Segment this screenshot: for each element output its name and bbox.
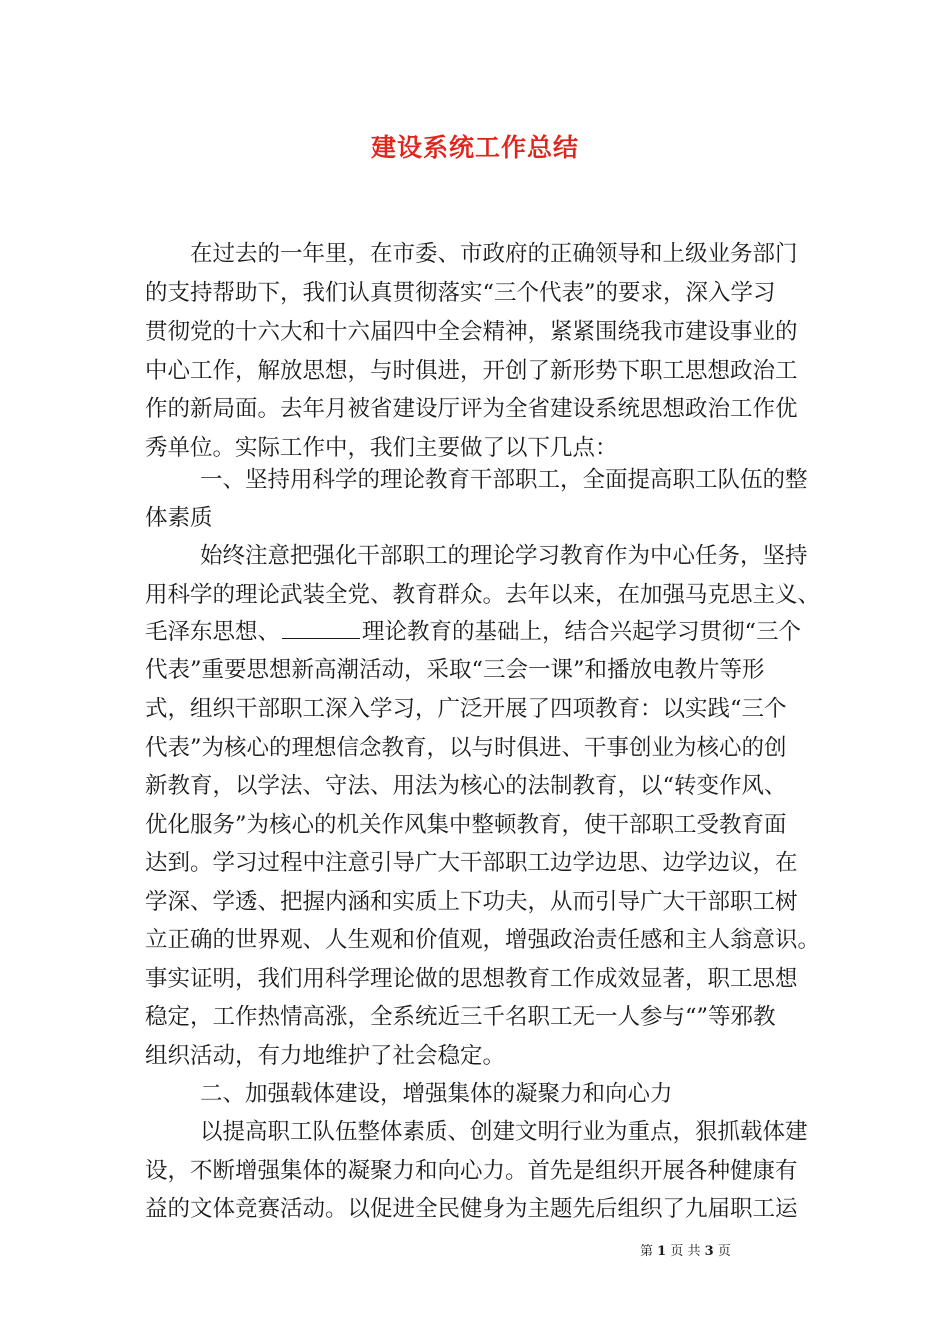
- footer-suffix: 页: [717, 1244, 731, 1259]
- text-line: 达到。学习过程中注意引导广大干部职工边学边思、边学边议，在: [145, 850, 798, 876]
- text-line: 贯彻党的十六大和十六届四中全会精神，紧紧围绕我市建设事业的: [145, 319, 798, 345]
- text-line: 新教育，以学法、守法、用法为核心的法制教育，以“转变作风、: [145, 773, 787, 799]
- text-line: 稳定，工作热情高涨，全系统近三千名职工无一人参与“”等邪教: [145, 1004, 776, 1030]
- text-line: 学深、学透、把握内涵和实质上下功夫，从而引导广大干部职工树: [145, 889, 798, 915]
- footer-total-pages: 3: [704, 1244, 714, 1259]
- text-line: 组织活动，有力地维护了社会稳定。: [145, 1043, 506, 1069]
- text-line: 代表”重要思想新高潮活动，采取“三会一课”和播放电教片等形: [145, 657, 765, 683]
- page-title: 建设系统工作总结: [370, 133, 579, 162]
- text-line: 用科学的理论武装全党、教育群众。去年以来，在加强马克思主义、: [145, 582, 821, 608]
- text-line: 益的文体竞赛活动。以促进全民健身为主题先后组织了九届职工运: [145, 1196, 798, 1222]
- footer-prefix: 第: [640, 1244, 654, 1259]
- text-line: 以提高职工队伍整体素质、创建文明行业为重点，狠抓载体建: [200, 1119, 808, 1145]
- text-line: [145, 617, 801, 647]
- blank-underline: [282, 618, 360, 639]
- section-heading: 一、坚持用科学的理论教育干部职工，全面提高职工队伍的整: [200, 467, 808, 493]
- footer-middle: 页 共: [670, 1244, 701, 1259]
- text-line: 代表”为核心的理想信念教育，以与时俱进、干事创业为核心的创: [145, 735, 787, 761]
- text-line: 的支持帮助下，我们认真贯彻落实“三个代表”的要求，深入学习: [145, 280, 776, 306]
- section-heading: 二、加强载体建设，增强集体的凝聚力和向心力: [200, 1081, 673, 1107]
- text-line: 秀单位。实际工作中，我们主要做了以下几点：: [145, 435, 618, 461]
- text-line: 在过去的一年里，在市委、市政府的正确领导和上级业务部门: [190, 241, 798, 267]
- text-line: 立正确的世界观、人生观和价值观，增强政治责任感和主人翁意识。: [145, 927, 821, 953]
- text-line: 式，组织干部职工深入学习，广泛开展了四项教育：以实践“三个: [145, 696, 787, 722]
- text-line: 作的新局面。去年月被省建设厅评为全省建设系统思想政治工作优: [145, 396, 798, 422]
- text-line: 优化服务”为核心的机关作风集中整顿教育，使干部职工受教育面: [145, 812, 787, 838]
- text-line: 设，不断增强集体的凝聚力和向心力。首先是组织开展各种健康有: [145, 1158, 798, 1184]
- text-segment: 理论教育的基础上，结合兴起学习贯彻“三个: [362, 619, 802, 645]
- footer-current-page: 1: [657, 1244, 667, 1259]
- text-line: 始终注意把强化干部职工的理论学习教育作为中心任务，坚持: [200, 543, 808, 569]
- page-footer: [640, 1240, 810, 1259]
- text-line: 事实证明，我们用科学理论做的思想教育工作成效显著，职工思想: [145, 966, 798, 992]
- text-line: 中心工作，解放思想，与时俱进，开创了新形势下职工思想政治工: [145, 358, 798, 384]
- text-line: 体素质: [145, 505, 213, 531]
- text-segment: 毛泽东思想、: [145, 619, 281, 645]
